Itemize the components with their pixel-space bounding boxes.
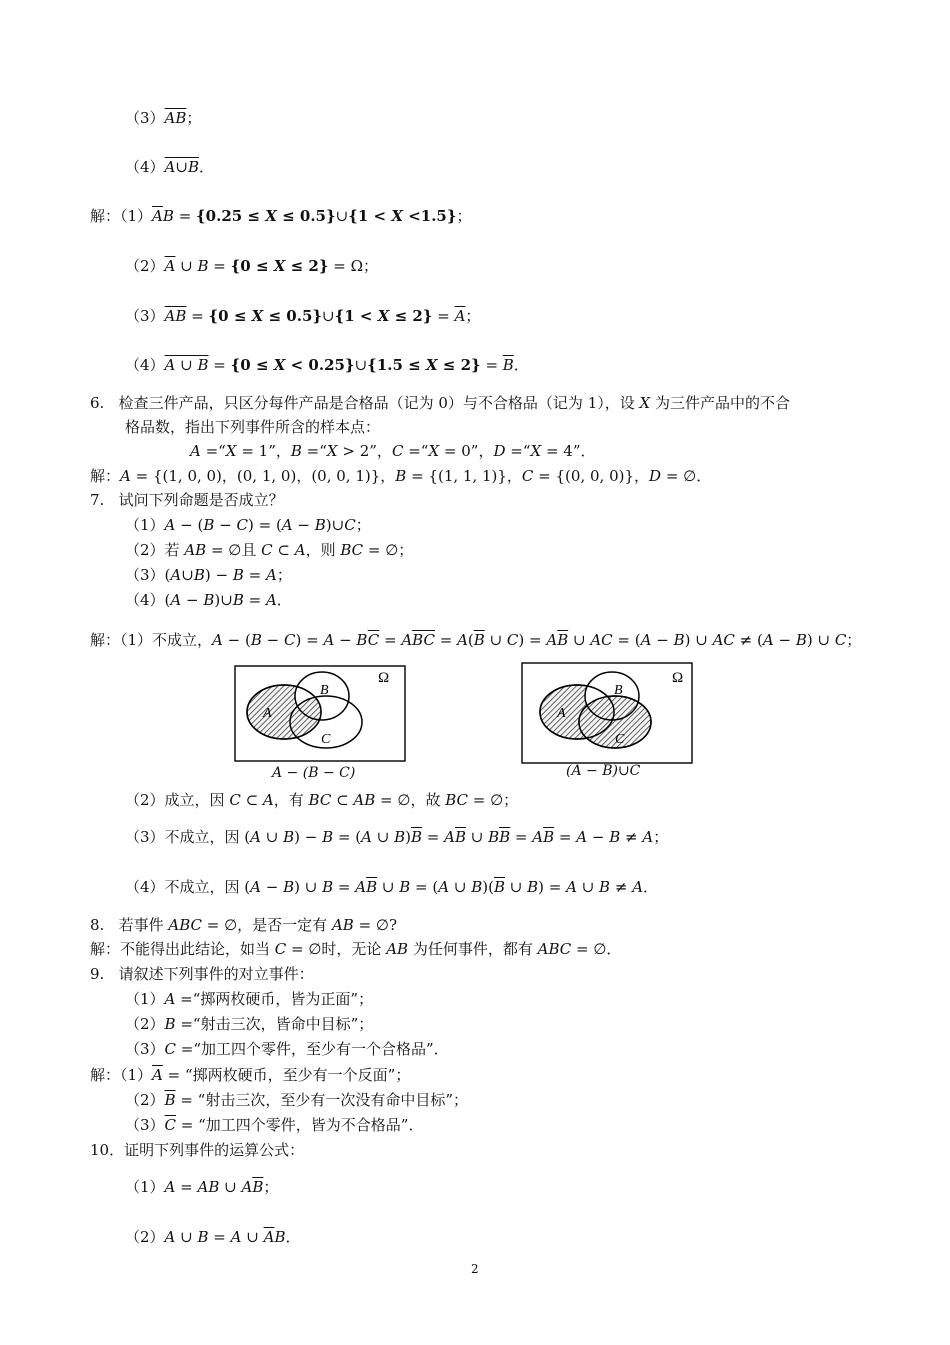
q7-item-2: （2）若 AB = ∅且 C ⊂ A，则 BC = ∅； xyxy=(125,541,414,559)
venn-right-label-a: A xyxy=(557,706,566,721)
q9-title: 9. 请叙述下列事件的对立事件： xyxy=(90,965,314,983)
q9-item-2: （2）B =“射击三次，皆命中目标”； xyxy=(125,1015,374,1033)
q10-item-2: （2）A ∪ B = A ∪ $\overline{A}B$． xyxy=(125,1228,301,1246)
q5-item-4: （4）A∪B． xyxy=(125,158,215,176)
q6-line-3: A =“X = 1”，B =“X > 2”，C =“X = 0”，D =“X = 4”． xyxy=(190,442,596,460)
q9-item-3: （3）C =“加工四个零件，至少有一个合格品”． xyxy=(125,1040,449,1058)
venn-caption-left: A − (B − C) xyxy=(272,765,356,781)
q10-item-1: （1）A = AB ∪ $A\overline{B}$； xyxy=(125,1178,279,1196)
venn-right-omega: Ω xyxy=(672,670,684,686)
q6-line-2: 格品数，指出下列事件所含的样本点： xyxy=(125,418,381,436)
q7-item-3: （3）(A∪B) − B = A； xyxy=(125,566,292,584)
a9-line-2: $(2)\overline{B}$ = “射击三次，至少有一次没有命中目标”； xyxy=(125,1091,469,1109)
a5-line-3: $(3)\overline{AB} = \{0 \le X$ ≤ 0.5}∪{1 < $X \le 2\} = \overline{A}$； xyxy=(125,307,481,325)
q10-title: 10．证明下列事件的运算公式： xyxy=(90,1141,305,1159)
a7-line-4: （4）不成立，因 (A − B) ∪ $B = A\overline{B}$ ∪ B = (A ∪ $B)(\overline{B}$ ∪ B) = A ∪ B ≠ A． xyxy=(125,878,659,896)
a6-line: 解：A = {(1, 0, 0)，(0, 1, 0)，(0, 0, 1)}，B = {(1, 1, 1)}，C = {(0, 0, 0)}，D = ∅． xyxy=(90,467,712,485)
a9-line-3: $(3)\overline{C}$ = “加工四个零件，皆为不合格品”． xyxy=(125,1116,424,1134)
q7-item-4: （4）(A − B)∪B = A． xyxy=(125,591,292,609)
a5-line-1: 解：$(1)\overline{A}B = \{0.25 \le X$ ≤ 0.5}∪{1 < X <1.5}； xyxy=(90,207,472,225)
venn-right-label-b: B xyxy=(614,683,623,698)
q8-line: 8. 若事件 ABC = ∅，是否一定有 AB = ∅? xyxy=(90,916,398,934)
a8-line: 解：不能得出此结论，如当 C = ∅时，无论 AB 为任何事件，都有 ABC = ∅． xyxy=(90,940,622,958)
venn-left-label-b: B xyxy=(320,683,329,698)
venn-right-label-c: C xyxy=(615,732,625,747)
q7-title: 7. 试问下列命题是否成立？ xyxy=(90,491,284,509)
venn-diagram-left xyxy=(230,660,410,765)
a5-line-2: $(2)\overline{A}$ ∪ B = {0 ≤ X ≤ 2} = Ω； xyxy=(125,257,379,275)
venn-left-omega: Ω xyxy=(378,670,390,686)
q5-item-3: $(3)\overline{AB}$； xyxy=(125,109,202,127)
a9-line-1: 解：$(1)\overline{A}$ = “掷两枚硬币，至少有一个反面”； xyxy=(90,1066,411,1084)
a7-line-2: （2）成立，因 C ⊂ A，有 BC ⊂ AB = ∅，故 BC = ∅； xyxy=(125,791,519,809)
q9-item-1: （1）A =“掷两枚硬币，皆为正面”； xyxy=(125,990,374,1008)
venn-diagram-right xyxy=(517,660,697,765)
venn-left-label-a: A xyxy=(263,706,272,721)
a5-line-4: （4）A ∪ B = {0 ≤ X < 0.25}∪{1.5 ≤ $X \le 2\} = \overline{B}$． xyxy=(125,356,529,374)
q7-item-1: （1）A − (B − C) = (A − B)∪C； xyxy=(125,516,371,534)
page-number: 2 xyxy=(471,1262,479,1276)
venn-left-label-c: C xyxy=(321,732,331,747)
venn-caption-right: (A − B)∪C xyxy=(566,763,641,779)
a7-line-3: （3）不成立，因 (A ∪ B) − B = (A ∪ $B)\overline{B} = A\overline{B}$ ∪ $B\overline{B} = A\overline{B} = A - B \ne A$； xyxy=(125,828,669,846)
q6-line-1: 6. 检查三件产品，只区分每件产品是合格品（记为 0）与不合格品（记为 1），设 X 为三件产品中的不合 xyxy=(90,394,790,412)
a7-line-1: 解：（1）不成立，$A - (B - C) = A - B\overline{C}$ = ABC = $A(\overline{B}$ ∪ $C) = A\overline{B}$ ∪ AC = (A − B) ∪ AC ≠ (A − B) ∪ C； xyxy=(90,631,862,649)
